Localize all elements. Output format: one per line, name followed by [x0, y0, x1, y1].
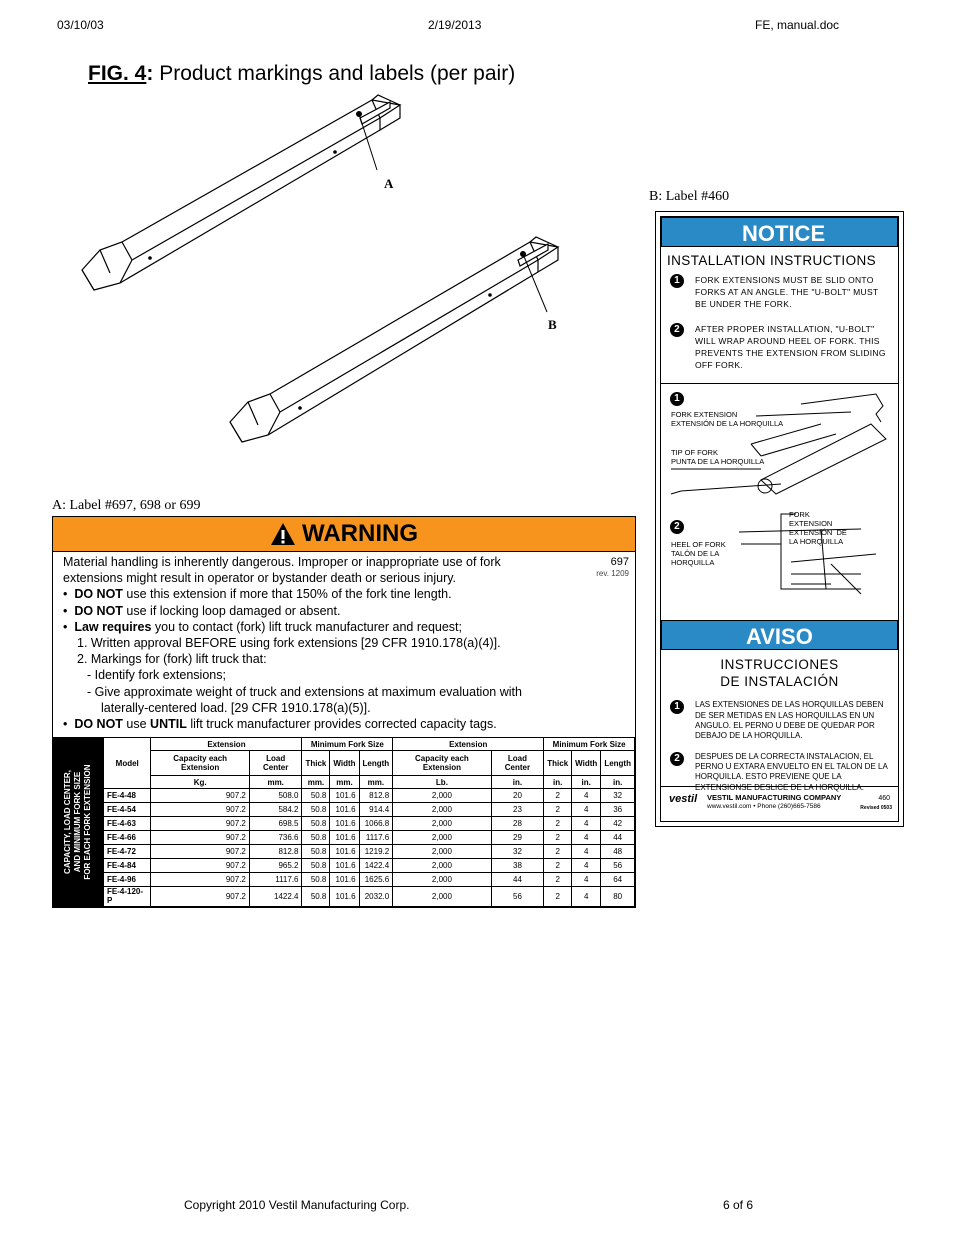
table-cell: 64 [601, 872, 635, 886]
table-cell: 698.5 [249, 816, 302, 830]
capacity-side-label: CAPACITY, LOAD CENTER, AND MINIMUM FORK SIZE FOR EACH FORK EXTENSION [53, 737, 103, 907]
unit-header: mm. [330, 776, 359, 789]
table-cell: 4 [572, 858, 601, 872]
table-cell: 914.4 [359, 802, 393, 816]
label-b-caption: B: Label #460 [649, 189, 730, 204]
capacity-table-block [53, 737, 635, 907]
model-header: Model [104, 738, 151, 789]
warning-bullet-3: • Law requires you to contact (fork) lift truck manufacturer and request; [63, 619, 463, 634]
table-cell: 907.2 [151, 789, 249, 803]
warning-bullet-4: • DO NOT use UNTIL lift truck manufacturer provides corrected capacity tags. [63, 717, 497, 732]
spanish-title: INSTRUCCIONES DE INSTALACIÓN [720, 657, 839, 690]
pointer-lines [356, 111, 547, 312]
table-cell: 50.8 [302, 802, 330, 816]
group-header: Extension [151, 738, 302, 751]
table-cell: 2 [544, 858, 572, 872]
table-cell: 584.2 [249, 802, 302, 816]
warning-triangle-icon [270, 522, 296, 546]
table-cell: 20 [491, 789, 544, 803]
table-cell: 2,000 [393, 872, 491, 886]
column-header: Length [601, 751, 635, 776]
pointer-label-b: B [548, 317, 557, 332]
group-header: Extension [393, 738, 544, 751]
table-cell: 1422.4 [359, 858, 393, 872]
model-cell: FE-4-54 [104, 802, 151, 816]
table-cell: 2 [544, 789, 572, 803]
figure-number: FIG. 4 [88, 62, 147, 85]
unit-header: in. [572, 776, 601, 789]
warning-label [52, 516, 636, 908]
spanish-step-2: 2 DESPUES DE LA CORRECTA INSTALACION, EL PERNO U EXTARA ENVUELTO EN EL TALON DE LA HORQUILLA. ESTO PREVIENE QUE LA EXTENSIONSE DESLICE DE LA HORQUILLA. [661, 752, 898, 793]
table-cell: 1117.6 [249, 872, 302, 886]
table-row [104, 872, 635, 886]
table-cell: 4 [572, 802, 601, 816]
table-cell: 4 [572, 886, 601, 906]
table-cell: 736.6 [249, 830, 302, 844]
column-header: Capacity each Extension [151, 751, 249, 776]
warning-body [53, 552, 635, 738]
header-filename: FE, manual.doc [755, 18, 840, 32]
unit-header: Kg. [151, 776, 249, 789]
notice-code: 460 [878, 795, 890, 802]
notice-label [655, 211, 904, 827]
column-header: Thick [302, 751, 330, 776]
table-cell: 101.6 [330, 844, 359, 858]
model-cell: FE-4-96 [104, 872, 151, 886]
table-cell: 2,000 [393, 886, 491, 906]
unit-header: mm. [359, 776, 393, 789]
model-cell: FE-4-120-P [104, 886, 151, 906]
diagram-fork-extension-label-2: FORK EXTENSION EXTENSIÓN DE LA HORQUILLA [789, 510, 847, 547]
warning-bullet-2: • DO NOT use if locking loop damaged or absent. [63, 603, 341, 618]
table-cell: 907.2 [151, 858, 249, 872]
unit-header: in. [491, 776, 544, 789]
diagram-heel-label: HEEL OF FORK TALÓN DE LA HORQUILLA [671, 540, 726, 568]
table-cell: 101.6 [330, 886, 359, 906]
group-header: Minimum Fork Size [302, 738, 393, 751]
table-cell: 1219.2 [359, 844, 393, 858]
header-date-left: 03/10/03 [57, 18, 104, 32]
table-cell: 38 [491, 858, 544, 872]
table-cell: 48 [601, 844, 635, 858]
column-header: Thick [544, 751, 572, 776]
unit-header: mm. [302, 776, 330, 789]
table-cell: 2 [544, 872, 572, 886]
table-cell: 101.6 [330, 802, 359, 816]
table-cell: 80 [601, 886, 635, 906]
table-cell: 50.8 [302, 816, 330, 830]
model-cell: FE-4-84 [104, 858, 151, 872]
install-step-2: 2 AFTER PROPER INSTALLATION, "U-BOLT" WILL WRAP AROUND HEEL OF FORK. THIS PREVENTS THE EXTENSION FROM SLIDING OFF FORK. [661, 323, 898, 372]
table-cell: 56 [491, 886, 544, 906]
table-cell: 1066.8 [359, 816, 393, 830]
table-cell: 50.8 [302, 858, 330, 872]
model-cell: FE-4-66 [104, 830, 151, 844]
unit-header: mm. [249, 776, 302, 789]
table-cell: 1625.6 [359, 872, 393, 886]
vestil-logo: vestil [669, 793, 698, 805]
table-cell: 42 [601, 816, 635, 830]
table-cell: 907.2 [151, 816, 249, 830]
warning-title: WARNING [302, 520, 418, 547]
column-header: Capacity each Extension [393, 751, 491, 776]
table-row [104, 789, 635, 803]
unit-header: in. [544, 776, 572, 789]
step-1-badge: 1 [670, 274, 684, 288]
table-row [104, 830, 635, 844]
table-cell: 2,000 [393, 789, 491, 803]
group-header: Minimum Fork Size [544, 738, 635, 751]
warning-sub-2b: - Give approximate weight of truck and extensions at maximum evaluation with [87, 684, 522, 699]
table-cell: 2 [544, 802, 572, 816]
table-cell: 812.8 [359, 789, 393, 803]
notice-footer [661, 786, 898, 821]
step-2-badge: 2 [670, 323, 684, 337]
warning-intro: Material handling is inherently dangerous. Improper or inappropriate use of fork extensions might result in operator or bystander death or serious injury. [63, 555, 501, 586]
label-a-caption: A: Label #697, 698 or 699 [52, 498, 201, 513]
table-cell: 29 [491, 830, 544, 844]
warning-bullet-1: • DO NOT use this extension if more that 150% of the fork tine length. [63, 587, 452, 602]
table-row [104, 886, 635, 906]
column-header: Width [572, 751, 601, 776]
table-cell: 101.6 [330, 872, 359, 886]
footer-copyright: Copyright 2010 Vestil Manufacturing Corp. [184, 1198, 410, 1212]
installation-diagram: 1 FORK EXTENSION EXTENSIÓN DE LA HORQUILLA TIP OF FORK PUNTA DE LA HORQUILLA 2 FORK EXTENSION EXTENSIÓN DE LA HORQUILLA HEEL OF FORK TALÓN DE LA HORQUILLA [661, 383, 898, 620]
table-cell: 50.8 [302, 872, 330, 886]
table-cell: 2 [544, 886, 572, 906]
footer-page-number: 6 of 6 [723, 1198, 754, 1212]
table-cell: 32 [491, 844, 544, 858]
figure-caption: Product markings and labels (per pair) [153, 62, 516, 85]
table-cell: 812.8 [249, 844, 302, 858]
table-cell: 4 [572, 844, 601, 858]
warning-sub-1: 1. Written approval BEFORE using fork extensions [29 CFR 1910.178(a)(4)]. [77, 636, 501, 651]
table-cell: 907.2 [151, 830, 249, 844]
table-cell: 2,000 [393, 802, 491, 816]
notice-revised: Revised 0503 [860, 805, 892, 811]
table-cell: 907.2 [151, 886, 249, 906]
warning-sub-2: 2. Markings for (fork) lift truck that: [77, 652, 267, 667]
table-cell: 2,000 [393, 844, 491, 858]
table-row [104, 844, 635, 858]
warning-header [53, 517, 635, 552]
fork-extension-b [230, 237, 558, 442]
table-cell: 965.2 [249, 858, 302, 872]
table-row [104, 802, 635, 816]
header-date-center: 2/19/2013 [428, 18, 482, 32]
column-header: Load Center [491, 751, 544, 776]
diagram-drawing [661, 384, 900, 620]
table-cell: 4 [572, 816, 601, 830]
table-cell: 907.2 [151, 802, 249, 816]
warning-rev: rev. 1209 [596, 569, 629, 578]
warning-sub-2b-cont: laterally-centered load. [29 CFR 1910.178(a)(5)]. [101, 700, 371, 715]
table-cell: 2 [544, 816, 572, 830]
column-header: Length [359, 751, 393, 776]
table-cell: 907.2 [151, 872, 249, 886]
diagram-fork-extension-label: FORK EXTENSION EXTENSIÓN DE LA HORQUILLA [671, 410, 784, 429]
table-cell: 508.0 [249, 789, 302, 803]
table-cell: 4 [572, 830, 601, 844]
table-cell: 2,000 [393, 858, 491, 872]
table-cell: 2,000 [393, 816, 491, 830]
spanish-step-1: 1 LAS EXTENSIONES DE LAS HORQUILLAS DEBEN DE SER METIDAS EN LAS HORQUILLAS EN UN ANGULO. EL PERNO U DEBE DE QUEDAR POR DEBAJO DE LA HORQUILLA. [661, 700, 898, 741]
unit-header: in. [601, 776, 635, 789]
pointer-label-a: A [384, 176, 394, 191]
diagram-tip-label: TIP OF FORK PUNTA DE LA HORQUILLA [671, 448, 765, 467]
table-cell: 50.8 [302, 844, 330, 858]
capacity-table [103, 737, 635, 907]
table-row [104, 816, 635, 830]
aviso-header: AVISO [661, 620, 898, 650]
company-contact: www.vestil.com • Phone (260)665-7586 [707, 803, 821, 810]
table-cell: 101.6 [330, 830, 359, 844]
table-cell: 101.6 [330, 816, 359, 830]
figure-title: FIG. 4: Product markings and labels (per pair) [88, 62, 516, 85]
unit-header: Lb. [393, 776, 491, 789]
table-cell: 1117.6 [359, 830, 393, 844]
table-cell: 50.8 [302, 886, 330, 906]
table-cell: 23 [491, 802, 544, 816]
model-cell: FE-4-48 [104, 789, 151, 803]
table-cell: 2032.0 [359, 886, 393, 906]
table-cell: 2 [544, 844, 572, 858]
company-name: VESTIL MANUFACTURING COMPANY [707, 793, 842, 802]
table-cell: 44 [601, 830, 635, 844]
table-cell: 32 [601, 789, 635, 803]
table-cell: 28 [491, 816, 544, 830]
column-header: Load Center [249, 751, 302, 776]
notice-header: NOTICE [661, 217, 898, 247]
table-cell: 50.8 [302, 830, 330, 844]
table-cell: 4 [572, 872, 601, 886]
install-step-1: 1 FORK EXTENSIONS MUST BE SLID ONTO FORKS AT AN ANGLE. THE "U-BOLT" MUST BE UNDER THE FORK. [661, 274, 898, 311]
model-cell: FE-4-72 [104, 844, 151, 858]
table-cell: 101.6 [330, 789, 359, 803]
fork-extensions-drawing [60, 90, 580, 450]
table-cell: 44 [491, 872, 544, 886]
warning-sub-2a: - Identify fork extensions; [87, 668, 226, 683]
table-cell: 101.6 [330, 858, 359, 872]
fork-extension-a [82, 95, 400, 290]
warning-code: 697 rev. 1209 [596, 556, 629, 578]
column-header: Width [330, 751, 359, 776]
installation-title: INSTALLATION INSTRUCTIONS [667, 253, 877, 268]
table-cell: 4 [572, 789, 601, 803]
model-cell: FE-4-63 [104, 816, 151, 830]
table-cell: 36 [601, 802, 635, 816]
table-cell: 1422.4 [249, 886, 302, 906]
table-cell: 2,000 [393, 830, 491, 844]
table-cell: 907.2 [151, 844, 249, 858]
table-row [104, 858, 635, 872]
table-cell: 56 [601, 858, 635, 872]
table-cell: 2 [544, 830, 572, 844]
table-cell: 50.8 [302, 789, 330, 803]
